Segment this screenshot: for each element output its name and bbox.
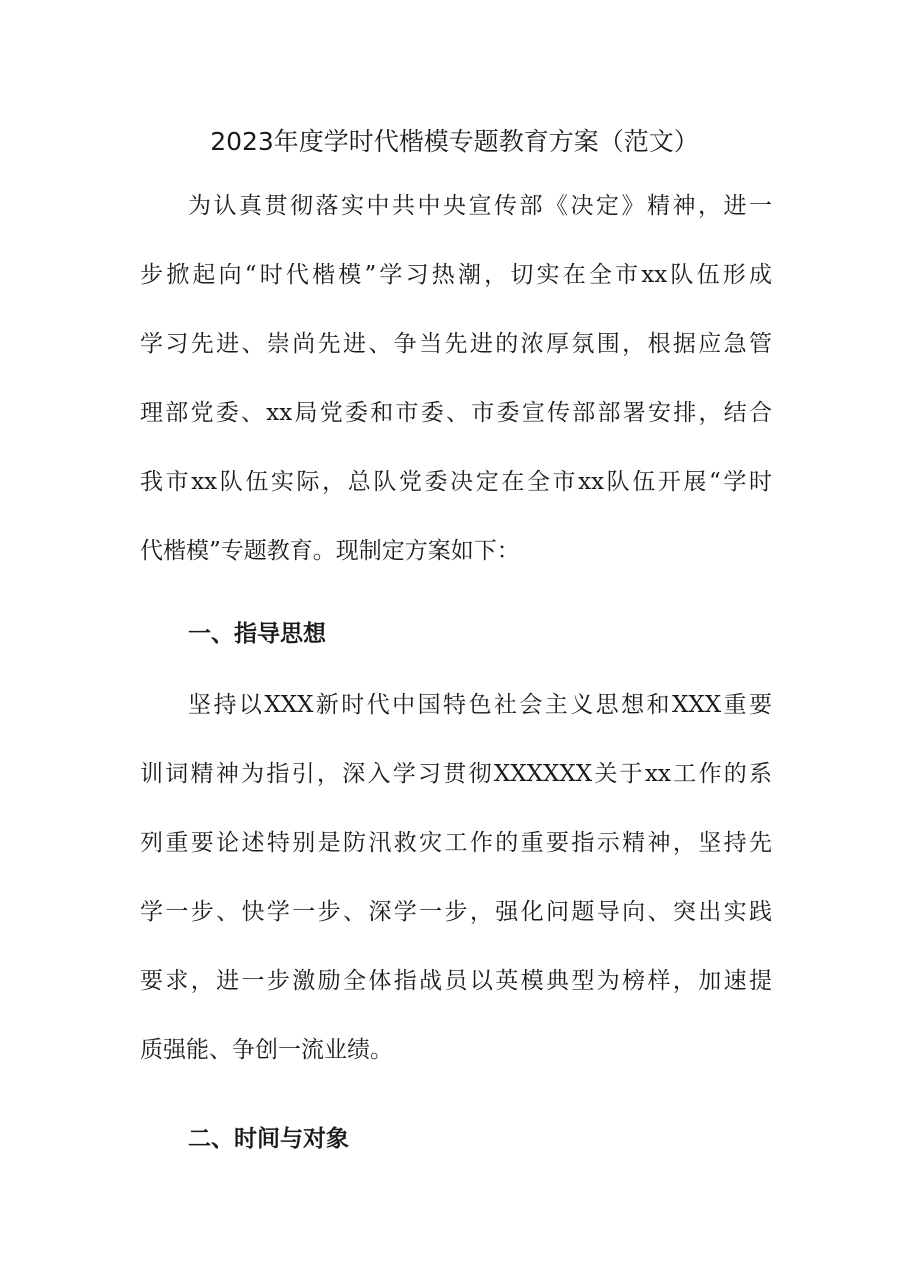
- intro-line-3: 学习先进、崇尚先进、争当先进的浓厚氛围，根据应急管: [140, 331, 772, 357]
- intro-line-2: 步掀起向“时代楷模”学习热潮，切实在全市xx队伍形成: [140, 262, 772, 288]
- section1-line-3: 列重要论述特别是防汛救灾工作的重要指示精神，坚持先: [140, 830, 772, 856]
- intro-line-1: 为认真贯彻落实中共中央宣传部《决定》精神，进一: [188, 193, 772, 219]
- section1-line-5: 要求，进一步激励全体指战员以英模典型为榜样，加速提: [140, 968, 772, 994]
- section1-line-6: 质强能、争创一流业绩。: [140, 1037, 393, 1063]
- intro-line-4: 理部党委、xx局党委和市委、市委宣传部部署安排，结合: [140, 400, 772, 426]
- section-heading-time-and-target: 二、时间与对象: [188, 1126, 349, 1152]
- section-heading-guiding-ideology: 一、指导思想: [188, 621, 326, 647]
- section1-line-1: 坚持以XXX新时代中国特色社会主义思想和XXX重要: [188, 692, 772, 718]
- intro-line-6: 代楷模”专题教育。现制定方案如下：: [140, 538, 520, 564]
- document-title: 2023年度学时代楷模专题教育方案（范文）: [210, 127, 699, 156]
- section1-line-4: 学一步、快学一步、深学一步，强化问题导向、突出实践: [140, 899, 772, 925]
- section1-line-2: 训词精神为指引，深入学习贯彻XXXXXX关于xx工作的系: [140, 761, 772, 787]
- intro-line-5: 我市xx队伍实际，总队党委决定在全市xx队伍开展“学时: [140, 469, 772, 495]
